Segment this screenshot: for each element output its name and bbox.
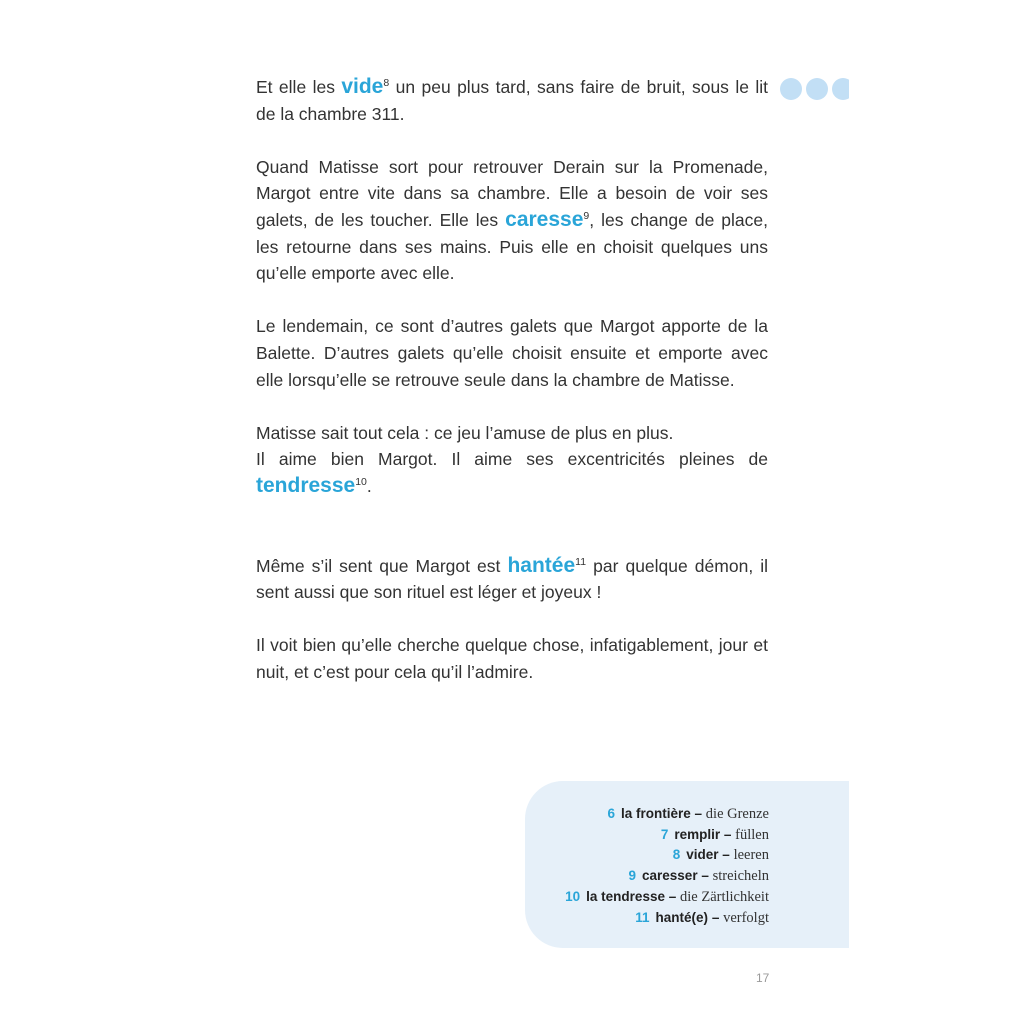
glossary-item: 7 remplir – füllen <box>660 826 769 843</box>
dot-decoration <box>806 78 828 100</box>
glossary-item: 10 la tendresse – die Zärtlichkeit <box>565 888 769 905</box>
glossary-item: 6 la frontière – die Grenze <box>607 806 769 822</box>
paragraph: Le lendemain, ce sont d’autres galets que Margot apporte de la Balette. D’autres galets qu’elle choisit ensuite et emporte avec elle lorsqu’elle se retrouve seule dans la chambre de Matisse. <box>256 316 768 390</box>
keyword-caresse: caresse <box>505 207 584 231</box>
footnote-ref: 10 <box>355 475 367 488</box>
paragraph: Matisse sait tout cela : ce jeu l’amuse de plus en plus. Il aime bien Margot. Il aime ses excentricités pleines de tendresse$^{10}$. <box>256 422 768 497</box>
footnote-ref: 9 <box>583 209 590 222</box>
glossary-item: 11 hanté(e) – verfolgt <box>635 909 769 926</box>
paragraph: Quand Matisse sort pour retrouver Derain sur la Promenade, Margot entre vite dans sa chambre. Elle a besoin de voir ses galets, de les toucher. Elle les caresse$^9$, les change de place, les retourne dans ses mains. Puis elle en choisit quelques uns qu’elle emporte avec elle. <box>256 156 768 284</box>
keyword-hantee: hantée <box>507 553 576 577</box>
paragraph: Même s’il sent que Margot est hantée$^{11}$ par quelque démon, il sent aussi que son rituel est léger et joyeux ! <box>256 553 769 603</box>
footnote-ref: 8 <box>383 77 390 89</box>
decorative-dots <box>780 78 849 100</box>
glossary-item: 9 caresser – streicheln <box>628 868 769 885</box>
keyword-tendresse: tendresse <box>256 473 356 497</box>
dot-decoration <box>832 78 849 100</box>
paragraph: Et elle les vide$^8$ un peu plus tard, sans faire de bruit, sous le lit de la chambre 311. <box>256 75 768 124</box>
main-text <box>256 74 768 685</box>
glossary-item: 8 vider – leeren <box>672 847 769 864</box>
page-number: 17 <box>756 971 770 985</box>
dot-decoration <box>780 78 802 100</box>
glossary-box <box>525 781 849 948</box>
glossary-list <box>565 804 769 928</box>
footnote-ref: 11 <box>575 555 587 568</box>
paragraph: Il voit bien qu’elle cherche quelque chose, infatigablement, jour et nuit, et c’est pour cela qu’il l’admire. <box>256 635 768 682</box>
keyword-vide: vide <box>341 75 384 98</box>
